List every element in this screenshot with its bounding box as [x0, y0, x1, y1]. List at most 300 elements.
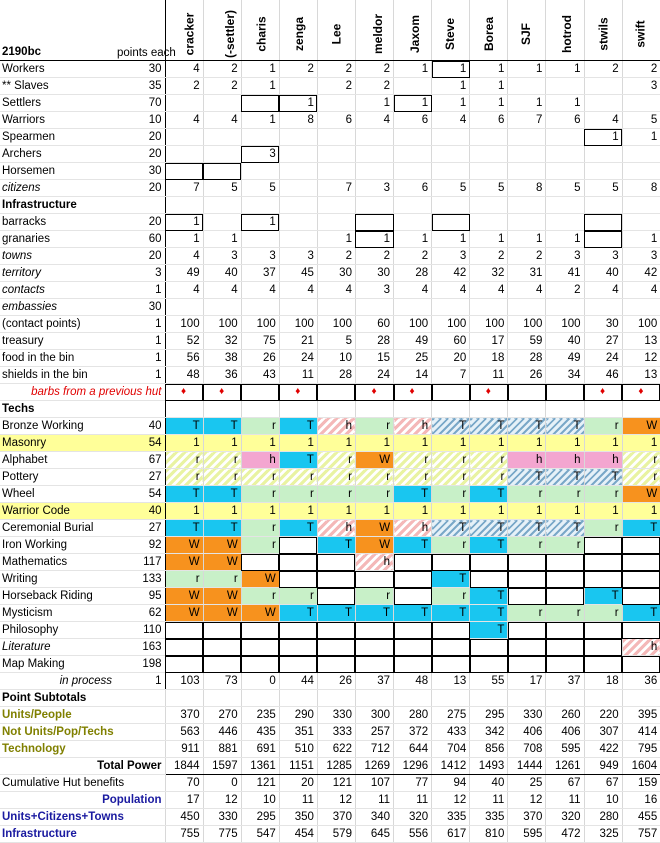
row-label: territory — [0, 265, 115, 282]
value-cell: 1 — [508, 61, 546, 78]
value-cell — [584, 299, 622, 316]
tech-cell: r — [203, 571, 241, 588]
tech-cell — [165, 639, 203, 656]
value-cell — [622, 95, 660, 112]
value-cell: 100 — [470, 316, 508, 333]
tech-cell: T — [279, 452, 317, 469]
tech-cell: 1 — [241, 435, 279, 452]
table-row — [0, 282, 660, 299]
tech-cell: r — [203, 452, 241, 469]
extra-value: 370 — [508, 809, 546, 826]
table-row — [0, 112, 660, 129]
value-cell: 2 — [203, 78, 241, 95]
value-cell: 40 — [584, 265, 622, 282]
tech-points: 1 — [115, 673, 165, 690]
extra-row — [0, 775, 660, 792]
tech-cell — [432, 639, 470, 656]
total-value: 949 — [584, 758, 622, 775]
blank-cell — [508, 690, 546, 707]
extra-value: 67 — [584, 775, 622, 792]
value-cell: 32 — [470, 265, 508, 282]
row-points: 1 — [115, 333, 165, 350]
player-header-11 — [584, 0, 622, 61]
value-cell: 3 — [203, 248, 241, 265]
value-cell: 48 — [165, 367, 203, 384]
tech-cell: r — [584, 486, 622, 503]
tech-cell: 48 — [394, 673, 432, 690]
tech-cell — [546, 656, 584, 673]
value-cell — [432, 163, 470, 180]
tech-cell: 1 — [432, 503, 470, 520]
value-cell — [394, 146, 432, 163]
extra-row — [0, 826, 660, 843]
tech-cell — [584, 554, 622, 571]
tech-row — [0, 418, 660, 435]
subtotal-value: 330 — [317, 707, 355, 724]
value-cell: 42 — [622, 265, 660, 282]
table-row — [0, 299, 660, 316]
value-cell: 24 — [279, 350, 317, 367]
tech-cell: T — [470, 605, 508, 622]
value-cell: 45 — [279, 265, 317, 282]
tech-label: Alphabet — [0, 452, 115, 469]
barb-marker: ♦ — [470, 384, 508, 401]
extra-value: 320 — [546, 809, 584, 826]
value-cell — [241, 231, 279, 248]
tech-cell — [317, 622, 355, 639]
tech-points: 67 — [115, 452, 165, 469]
tech-cell: r — [241, 588, 279, 605]
value-cell — [432, 214, 470, 231]
tech-label: Masonry — [0, 435, 115, 452]
tech-cell: r — [432, 469, 470, 486]
extra-value: 40 — [470, 775, 508, 792]
player-header-8 — [470, 0, 508, 61]
tech-cell: 37 — [355, 673, 393, 690]
value-cell — [394, 78, 432, 95]
value-cell — [279, 214, 317, 231]
value-cell: 100 — [394, 316, 432, 333]
value-cell: 8 — [508, 180, 546, 197]
tech-cell: h — [622, 639, 660, 656]
tech-label: Mathematics — [0, 554, 115, 571]
value-cell: 32 — [203, 333, 241, 350]
tech-cell: T — [432, 605, 470, 622]
blank-cell — [165, 401, 203, 418]
tech-cell: T — [165, 520, 203, 537]
tech-cell: h — [317, 520, 355, 537]
value-cell — [508, 214, 546, 231]
value-cell: 42 — [432, 265, 470, 282]
barb-marker — [508, 384, 546, 401]
value-cell: 4 — [355, 112, 393, 129]
tech-cell: r — [317, 469, 355, 486]
extra-value: 77 — [394, 775, 432, 792]
value-cell: 2 — [317, 248, 355, 265]
value-cell: 1 — [394, 95, 432, 112]
value-cell: 1 — [470, 95, 508, 112]
tech-cell: W — [355, 537, 393, 554]
extra-row — [0, 809, 660, 826]
tech-cell — [279, 571, 317, 588]
tech-cell: T — [470, 418, 508, 435]
value-cell: 100 — [279, 316, 317, 333]
player-header-6 — [394, 0, 432, 61]
row-label: treasury — [0, 333, 115, 350]
subtotal-label: Units/People — [0, 707, 165, 724]
blank-cell — [622, 690, 660, 707]
tech-row — [0, 537, 660, 554]
player-name: meldor — [370, 13, 385, 55]
tech-row — [0, 639, 660, 656]
subtotal-value: 856 — [470, 741, 508, 758]
extra-value: 11 — [470, 792, 508, 809]
tech-cell: 1 — [584, 503, 622, 520]
value-cell: 100 — [546, 316, 584, 333]
tech-cell: r — [432, 452, 470, 469]
extra-value: 547 — [241, 826, 279, 843]
value-cell — [241, 95, 279, 112]
value-cell: 3 — [622, 78, 660, 95]
subtotal-value: 595 — [546, 741, 584, 758]
value-cell: 2 — [584, 61, 622, 78]
tech-cell — [279, 537, 317, 554]
tech-cell: r — [241, 418, 279, 435]
blank-cell — [203, 401, 241, 418]
tech-cell — [508, 639, 546, 656]
row-points: 20 — [115, 146, 165, 163]
value-cell — [317, 129, 355, 146]
value-cell: 1 — [432, 231, 470, 248]
player-name: stwils — [596, 17, 611, 51]
tech-label: Philosophy — [0, 622, 115, 639]
tech-cell: T — [622, 605, 660, 622]
tech-cell: r — [584, 418, 622, 435]
tech-cell: 1 — [279, 435, 317, 452]
extra-value: 617 — [432, 826, 470, 843]
subtotal-value: 911 — [165, 741, 203, 758]
tech-label: Pottery — [0, 469, 115, 486]
extra-value: 12 — [432, 792, 470, 809]
blank-cell — [584, 197, 622, 214]
value-cell: 41 — [546, 265, 584, 282]
value-cell — [432, 146, 470, 163]
value-cell: 6 — [317, 112, 355, 129]
tech-cell — [546, 622, 584, 639]
subtotal-value: 795 — [622, 741, 660, 758]
player-header-1 — [203, 0, 241, 61]
value-cell: 1 — [355, 95, 393, 112]
extra-value: 579 — [317, 826, 355, 843]
barb-marker — [432, 384, 470, 401]
value-cell: 30 — [355, 265, 393, 282]
value-cell: 4 — [622, 282, 660, 299]
value-cell — [546, 78, 584, 95]
value-cell: 17 — [470, 333, 508, 350]
value-cell: 34 — [546, 367, 584, 384]
value-cell: 4 — [165, 112, 203, 129]
tech-cell: h — [394, 418, 432, 435]
tech-cell — [622, 554, 660, 571]
value-cell — [508, 78, 546, 95]
value-cell: 25 — [394, 350, 432, 367]
table-row — [0, 265, 660, 282]
value-cell — [241, 163, 279, 180]
value-cell: 3 — [622, 248, 660, 265]
value-cell: 28 — [355, 333, 393, 350]
extra-value: 107 — [355, 775, 393, 792]
tech-label: Wheel — [0, 486, 115, 503]
tech-cell: W — [165, 537, 203, 554]
value-cell: 49 — [165, 265, 203, 282]
tech-cell: 103 — [165, 673, 203, 690]
blank-cell — [355, 690, 393, 707]
value-cell: 21 — [279, 333, 317, 350]
value-cell: 2 — [470, 248, 508, 265]
extra-value: 280 — [584, 809, 622, 826]
player-name: hotrod — [560, 15, 575, 53]
value-cell: 10 — [317, 350, 355, 367]
row-points: 20 — [115, 214, 165, 231]
value-cell: 36 — [203, 367, 241, 384]
value-cell — [470, 299, 508, 316]
tech-cell: 18 — [584, 673, 622, 690]
tech-cell: W — [241, 605, 279, 622]
blank-cell — [279, 401, 317, 418]
row-label: barracks — [0, 214, 115, 231]
tech-label: Bronze Working — [0, 418, 115, 435]
barb-marker: ♦ — [165, 384, 203, 401]
value-cell: 4 — [241, 282, 279, 299]
tech-cell — [317, 656, 355, 673]
tech-cell: r — [241, 486, 279, 503]
extra-value: 11 — [279, 792, 317, 809]
tech-cell: r — [241, 469, 279, 486]
value-cell — [279, 180, 317, 197]
tech-row — [0, 435, 660, 452]
subtotal-value: 395 — [622, 707, 660, 724]
tech-cell: 1 — [394, 503, 432, 520]
subtotal-label: Technology — [0, 741, 165, 758]
value-cell: 5 — [203, 180, 241, 197]
blank-cell — [622, 401, 660, 418]
tech-cell — [546, 571, 584, 588]
value-cell: 1 — [241, 61, 279, 78]
extra-value: 17 — [165, 792, 203, 809]
tech-cell: r — [241, 520, 279, 537]
blank-cell — [546, 690, 584, 707]
value-cell — [546, 214, 584, 231]
value-cell: 46 — [584, 367, 622, 384]
extra-value: 325 — [584, 826, 622, 843]
tech-cell: W — [241, 571, 279, 588]
tech-cell: W — [203, 588, 241, 605]
value-cell — [203, 299, 241, 316]
blank-cell — [317, 401, 355, 418]
value-cell — [432, 299, 470, 316]
value-cell: 2 — [546, 282, 584, 299]
tech-cell: 1 — [584, 435, 622, 452]
value-cell — [394, 214, 432, 231]
tech-cell: T — [165, 418, 203, 435]
row-points: 30 — [115, 299, 165, 316]
tech-cell: r — [165, 469, 203, 486]
value-cell: 7 — [508, 112, 546, 129]
tech-cell: 1 — [546, 435, 584, 452]
value-cell: 1 — [546, 95, 584, 112]
subtotal-value: 644 — [394, 741, 432, 758]
tech-cell — [546, 588, 584, 605]
tech-cell: 36 — [622, 673, 660, 690]
tech-cell — [394, 622, 432, 639]
section-heading: Point Subtotals — [0, 690, 165, 707]
subtotal-value: 275 — [432, 707, 470, 724]
row-label: Workers — [0, 61, 115, 78]
tech-cell: T — [203, 418, 241, 435]
blank-cell — [241, 690, 279, 707]
row-points: 1 — [115, 350, 165, 367]
extra-value: 94 — [432, 775, 470, 792]
value-cell — [355, 146, 393, 163]
row-label: Spearmen — [0, 129, 115, 146]
techs-heading-row — [0, 401, 660, 418]
barb-marker: ♦ — [279, 384, 317, 401]
subtotal-value: 446 — [203, 724, 241, 741]
subtotal-value: 510 — [279, 741, 317, 758]
value-cell — [203, 163, 241, 180]
value-cell — [584, 214, 622, 231]
value-cell — [508, 129, 546, 146]
tech-cell: r — [394, 452, 432, 469]
extra-value: 454 — [279, 826, 317, 843]
value-cell: 3 — [584, 248, 622, 265]
player-name: Borea — [482, 16, 497, 52]
total-value: 1269 — [355, 758, 393, 775]
tech-cell — [508, 588, 546, 605]
value-cell — [165, 299, 203, 316]
tech-cell: r — [317, 486, 355, 503]
blank-cell — [394, 690, 432, 707]
value-cell: 43 — [241, 367, 279, 384]
tech-cell — [470, 554, 508, 571]
player-header-5 — [355, 0, 393, 61]
tech-row — [0, 554, 660, 571]
extra-value: 10 — [584, 792, 622, 809]
total-value: 1361 — [241, 758, 279, 775]
tech-cell: 26 — [317, 673, 355, 690]
tech-cell — [203, 656, 241, 673]
blank-cell — [241, 197, 279, 214]
value-cell: 13 — [622, 333, 660, 350]
row-points: 35 — [115, 78, 165, 95]
tech-cell: r — [355, 418, 393, 435]
tech-cell: W — [622, 418, 660, 435]
barb-marker: ♦ — [394, 384, 432, 401]
blank-cell — [317, 690, 355, 707]
row-label: granaries — [0, 231, 115, 248]
value-cell: 60 — [432, 333, 470, 350]
tech-points: 133 — [115, 571, 165, 588]
blank-cell — [470, 401, 508, 418]
tech-cell — [584, 639, 622, 656]
extra-value: 12 — [317, 792, 355, 809]
tech-cell: 44 — [279, 673, 317, 690]
extra-label: Population — [0, 792, 165, 809]
tech-row — [0, 571, 660, 588]
extra-value: 330 — [203, 809, 241, 826]
value-cell: 49 — [394, 333, 432, 350]
value-cell: 1 — [622, 231, 660, 248]
tech-cell: 1 — [203, 435, 241, 452]
value-cell — [470, 214, 508, 231]
tech-cell: W — [165, 554, 203, 571]
table-row — [0, 78, 660, 95]
tech-cell: 13 — [432, 673, 470, 690]
tech-cell — [470, 571, 508, 588]
player-header-12 — [622, 0, 660, 61]
value-cell — [279, 299, 317, 316]
tech-cell: r — [546, 486, 584, 503]
value-cell: 1 — [394, 61, 432, 78]
tech-cell: r — [508, 537, 546, 554]
tech-cell: r — [165, 571, 203, 588]
subtotal-value: 290 — [279, 707, 317, 724]
tech-cell: T — [508, 520, 546, 537]
value-cell — [241, 299, 279, 316]
tech-cell: 55 — [470, 673, 508, 690]
tech-cell: r — [432, 537, 470, 554]
value-cell: 49 — [546, 350, 584, 367]
tech-cell: 1 — [241, 503, 279, 520]
tech-cell: T — [470, 537, 508, 554]
value-cell: 59 — [508, 333, 546, 350]
player-name: SJF — [519, 22, 534, 46]
blank-cell — [355, 197, 393, 214]
total-value: 1493 — [470, 758, 508, 775]
value-cell — [622, 163, 660, 180]
value-cell — [584, 231, 622, 248]
tech-cell: 1 — [355, 503, 393, 520]
value-cell: 2 — [165, 78, 203, 95]
tech-cell — [203, 622, 241, 639]
value-cell: 4 — [508, 282, 546, 299]
extra-row — [0, 792, 660, 809]
barb-marker — [317, 384, 355, 401]
subtotal-value: 351 — [279, 724, 317, 741]
value-cell: 11 — [279, 367, 317, 384]
tech-label: Mysticism — [0, 605, 115, 622]
tech-cell — [394, 571, 432, 588]
tech-cell: r — [584, 520, 622, 537]
total-value: 1844 — [165, 758, 203, 775]
value-cell: 18 — [470, 350, 508, 367]
value-cell: 6 — [394, 180, 432, 197]
tech-cell: r — [279, 588, 317, 605]
value-cell: 1 — [203, 231, 241, 248]
extra-value: 472 — [546, 826, 584, 843]
value-cell — [355, 163, 393, 180]
extra-value: 455 — [622, 809, 660, 826]
value-cell: 56 — [165, 350, 203, 367]
total-value: 1412 — [432, 758, 470, 775]
value-cell: 5 — [241, 180, 279, 197]
value-cell: 1 — [546, 231, 584, 248]
row-points: 20 — [115, 180, 165, 197]
value-cell: 5 — [622, 112, 660, 129]
total-label: Total Power — [0, 758, 165, 775]
value-cell — [317, 95, 355, 112]
value-cell — [622, 214, 660, 231]
